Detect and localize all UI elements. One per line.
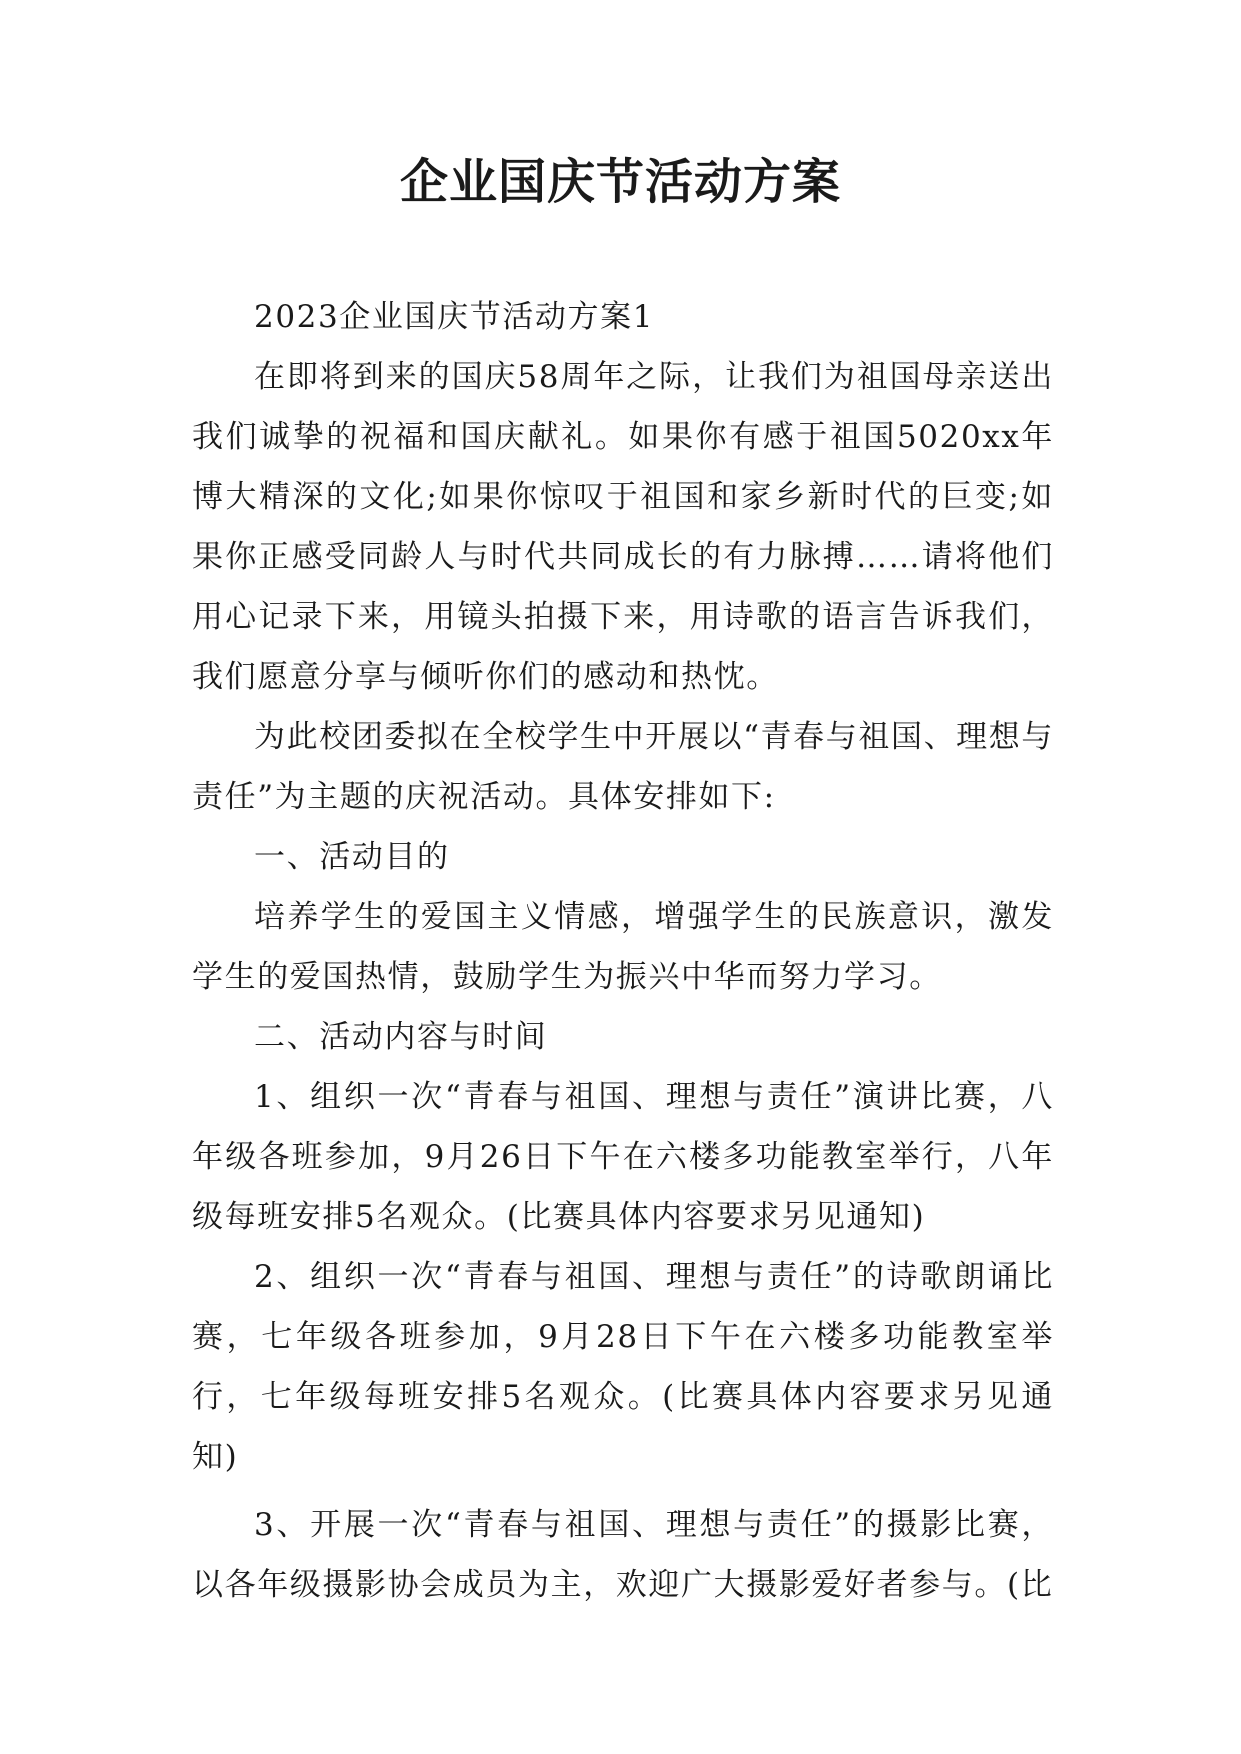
document-title: 企业国庆节活动方案 [399, 154, 841, 210]
document-body [192, 287, 1054, 1615]
paragraph-item-2: 2、组织一次“青春与祖国、理想与责任”的诗歌朗诵比赛，七年级各班参加，9月28日下午在六楼多功能教室举行，七年级每班安排5名观众。(比赛具体内容要求另见通知) [192, 1259, 1054, 1475]
paragraph-intro: 在即将到来的国庆58周年之际，让我们为祖国母亲送出我们诚挚的祝福和国庆献礼。如果你有感于祖国5020xx年博大精深的文化;如果你惊叹于祖国和家乡新时代的巨变;如果你正感受同龄人与时代共同成长的有力脉搏……请将他们用心记录下来，用镜头拍摄下来，用诗歌的语言告诉我们，我们愿意分享与倾听你们的感动和热忱。 [192, 359, 1054, 695]
paragraph-item-3: 3、开展一次“青春与祖国、理想与责任”的摄影比赛，以各年级摄影协会成员为主，欢迎广大摄影爱好者参与。(比 [192, 1507, 1054, 1603]
paragraph-subtitle: 2023企业国庆节活动方案1 [254, 299, 655, 335]
paragraph-purpose: 培养学生的爱国主义情感，增强学生的民族意识，激发学生的爱国热情，鼓励学生为振兴中华而努力学习。 [192, 899, 1054, 995]
section-heading-content: 二、活动内容与时间 [254, 1019, 548, 1055]
section-heading-purpose: 一、活动目的 [254, 839, 450, 875]
paragraph-arrangement: 为此校团委拟在全校学生中开展以“青春与祖国、理想与责任”为主题的庆祝活动。具体安排如下: [192, 719, 1054, 815]
paragraph-item-1: 1、组织一次“青春与祖国、理想与责任”演讲比赛，八年级各班参加，9月26日下午在六楼多功能教室举行，八年级每班安排5名观众。(比赛具体内容要求另见通知) [192, 1079, 1054, 1235]
